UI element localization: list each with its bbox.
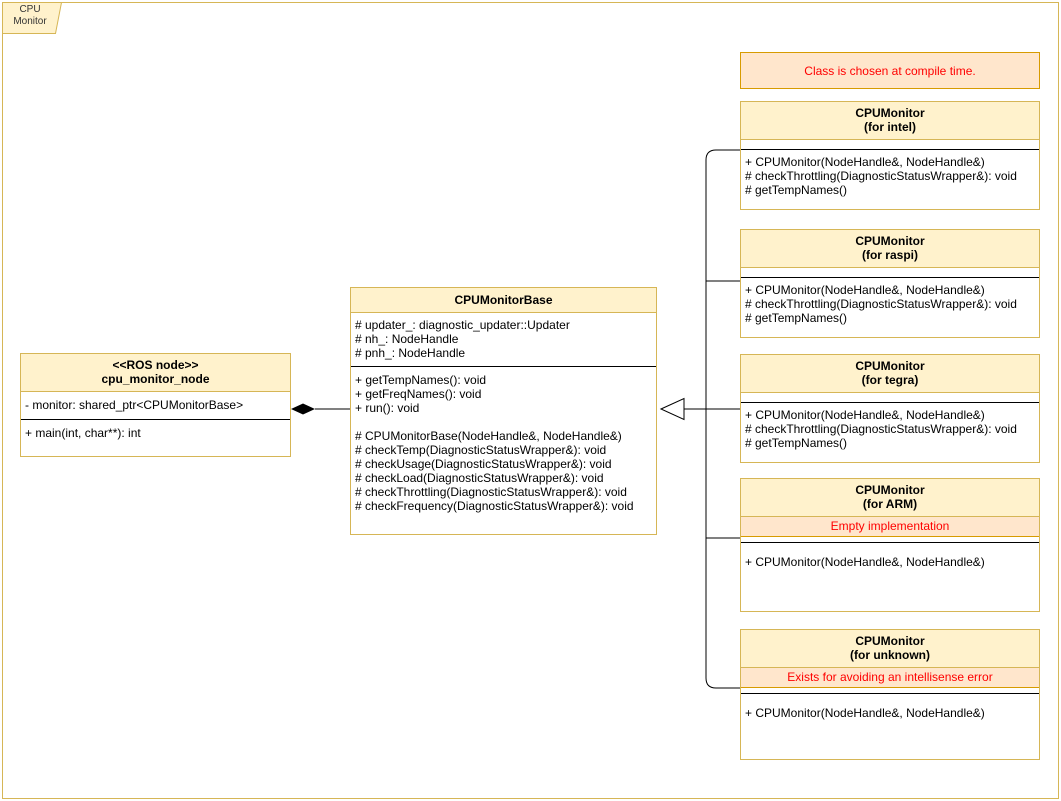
class-title [741,355,1039,393]
class-cpumonitorbase[interactable] [350,287,657,535]
method-line: # getTempNames() [745,183,848,197]
empty-attributes-compartment [741,393,1039,403]
attributes-compartment [21,392,290,420]
class-title [21,354,290,392]
title-line: CPUMonitor [855,106,925,120]
class-title [741,230,1039,268]
method-line: # checkUsage(DiagnosticStatusWrapper&): void [355,457,612,471]
attribute-line: # nh_: NodeHandle [355,332,459,346]
title-line: (for unknown) [850,648,930,662]
note-compile-time[interactable] [740,52,1040,89]
methods-compartment [741,543,1039,611]
method-line: # checkLoad(DiagnosticStatusWrapper&): void [355,471,604,485]
method-line: # checkTemp(DiagnosticStatusWrapper&): void [355,443,607,457]
method-line [355,415,652,429]
class-title [741,102,1039,140]
composition-diamond[interactable] [291,404,315,415]
note-band-intellisense: Exists for avoiding an intellisense error [741,668,1039,688]
class-cpumonitor-tegra[interactable] [740,354,1040,463]
attribute-line: # updater_: diagnostic_updater::Updater [355,318,570,332]
method-line: # getTempNames() [745,311,848,325]
method-line: # checkThrottling(DiagnosticStatusWrapper&): void [355,485,627,499]
attribute-line: # pnh_: NodeHandle [355,346,466,360]
method-line: + CPUMonitor(NodeHandle&, NodeHandle&) [745,706,985,720]
title-line: (for tegra) [861,373,919,387]
class-title [741,630,1039,668]
method-line: # getTempNames() [745,436,848,450]
empty-attributes-compartment [741,140,1039,150]
class-cpumonitor-intel[interactable] [740,101,1040,210]
attribute-line: - monitor: shared_ptr<CPUMonitorBase> [25,398,244,412]
method-line: + getTempNames(): void [355,373,487,387]
method-line: # checkThrottling(DiagnosticStatusWrapper&): void [745,297,1017,311]
class-title [741,479,1039,517]
method-line: # checkFrequency(DiagnosticStatusWrapper&): void [355,499,634,513]
method-line: # checkThrottling(DiagnosticStatusWrapper&): void [745,169,1017,183]
methods-compartment [741,278,1039,337]
class-title [351,288,656,313]
class-cpumonitor-unknown[interactable] [740,629,1040,760]
method-line: # checkThrottling(DiagnosticStatusWrapper&): void [745,422,1017,436]
method-line: # CPUMonitorBase(NodeHandle&, NodeHandle&) [355,429,622,443]
title-line: CPUMonitor [855,483,925,497]
title-line: CPUMonitor [855,634,925,648]
method-line: + run(): void [355,401,420,415]
title-line: cpu_monitor_node [101,372,210,386]
attributes-compartment [351,313,656,367]
title-line: (for raspi) [861,248,918,262]
note-band-empty-implementation: Empty implementation [741,517,1039,537]
method-line: + CPUMonitor(NodeHandle&, NodeHandle&) [745,283,985,297]
method-line: + CPUMonitor(NodeHandle&, NodeHandle&) [745,555,985,569]
methods-compartment [21,420,290,456]
empty-attributes-compartment [741,268,1039,278]
class-cpu-monitor-node[interactable] [20,353,291,457]
method-line: + main(int, char**): int [25,426,141,440]
page-tab-label[interactable]: CPU Monitor [13,4,47,27]
title-line: (for ARM) [862,497,918,511]
methods-compartment [741,403,1039,462]
generalization-triangle[interactable] [661,399,684,420]
title-line: (for intel) [864,120,916,134]
title-line: <<ROS node>> [112,358,199,372]
generalization-trunk[interactable] [706,150,740,688]
note-text: Class is chosen at compile time. [804,63,976,78]
class-cpumonitor-raspi[interactable] [740,229,1040,338]
methods-compartment [741,694,1039,759]
class-cpumonitor-arm[interactable] [740,478,1040,612]
title-line: CPUMonitor [855,234,925,248]
title-line: CPUMonitorBase [454,293,553,307]
methods-compartment [741,150,1039,209]
method-line: + CPUMonitor(NodeHandle&, NodeHandle&) [745,155,985,169]
title-line: CPUMonitor [855,359,925,373]
method-line: + CPUMonitor(NodeHandle&, NodeHandle&) [745,408,985,422]
methods-compartment [351,367,656,534]
method-line: + getFreqNames(): void [355,387,482,401]
